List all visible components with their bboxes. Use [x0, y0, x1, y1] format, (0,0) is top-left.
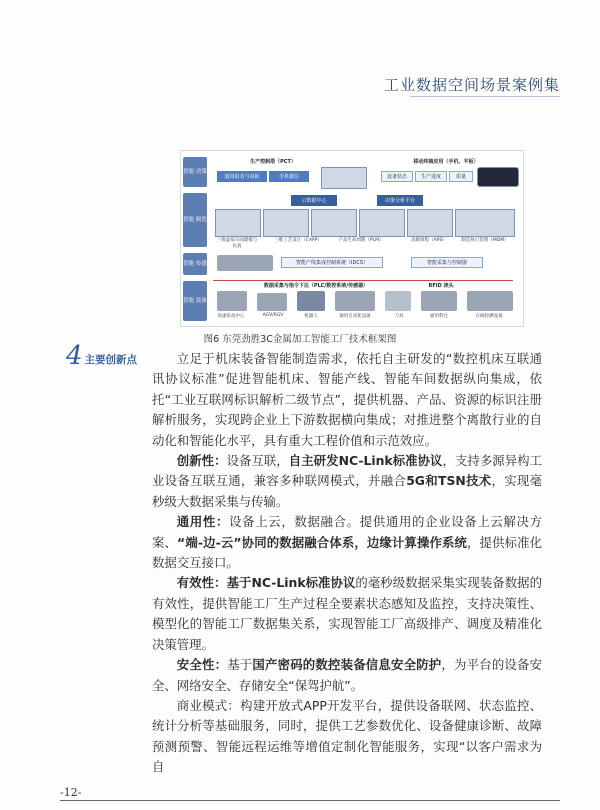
fig-caption: 通用自动化设备 — [339, 314, 371, 319]
capp-thumbnail — [263, 209, 309, 237]
fig-box: 通用报表与看板 — [217, 171, 267, 182]
fig-box: 生产进度 — [415, 171, 447, 182]
emphasis: 自主研发NC-Link标准协议 — [288, 453, 443, 469]
body-text — [152, 349, 542, 778]
fig-caption: 高速钻攻中心 — [217, 314, 245, 319]
dashboard-thumbnail — [321, 167, 367, 189]
paragraph: 立足于机床装备智能制造需求，依托自主研发的“数控机床互联通讯协议标准”促进智能机床、智能产线、智能车间数据纵向集成，依托“工业互联网标识解析二级节点”，提供机器、产品、资源的标识注册解析服务，实现跨企业上下游数据横向集成；对推进整个离散行业的自动化和智能化水平，具有重大工程价值和示范效应。 — [152, 351, 542, 448]
text: ，支持多源异构工业设备互联互通，兼容多种联网模式，并融合 — [152, 453, 542, 489]
term: 安全性： — [176, 657, 228, 673]
emphasis: “端-边-云”协同的数据融合体系，边缘计算操作系统 — [177, 534, 468, 550]
fig-caption: 通用料仓 — [430, 314, 448, 319]
agv-thumbnail — [257, 293, 287, 311]
automation-thumbnail — [335, 291, 375, 311]
text: 的毫秒级数据采集实现装备数据的有效性，提供智能工厂生产过程全要素状态感知及监控，支持决策性、模型化的智能工厂数据集关系，实现智能工厂高级排产、调度及精准化决策管理。 — [152, 575, 542, 652]
inspection-thumbnail — [467, 291, 513, 311]
emphasis: 5G和TSN技术 — [406, 473, 492, 489]
fig-caption: 三维虚拟车间建模与仿真 — [216, 238, 258, 249]
fig-caption: 三维工艺设计（CAPP） — [274, 238, 322, 243]
fig-caption: 在线检测设备 — [475, 314, 503, 319]
aps-thumbnail — [407, 209, 453, 237]
text: 设备上云，数据融合。提供通用的企业设备上云解决方案、 — [152, 514, 543, 550]
header-title: 工业数据空间场景案例集 — [383, 76, 560, 94]
paragraph — [152, 512, 542, 573]
section-number-icon: 4 — [66, 341, 83, 371]
row-tag: 智能 装备 — [183, 281, 207, 321]
figure-caption: 图6 东莞劲胜3C金属加工智能工厂技术框架图 — [203, 334, 397, 345]
term: 通用性： — [176, 514, 230, 530]
chart-thumbnail — [359, 209, 405, 237]
emphasis: 基于NC-Link标准协议 — [226, 575, 356, 591]
emphasis: 国产密码的数控装备信息安全防护 — [252, 657, 442, 673]
fig-box: 决策分析平台 — [377, 195, 423, 206]
fig-box: 云数据中心 — [291, 195, 337, 206]
header-rule — [410, 96, 560, 97]
fig-box: 设备状态 — [381, 171, 413, 182]
paragraph — [152, 573, 542, 655]
figure-row-sensing — [181, 251, 523, 277]
storage-thumbnail — [421, 291, 457, 311]
fig-box: 智能采集与控制器 — [411, 257, 483, 268]
machine-thumbnail — [217, 291, 247, 311]
fig-box: 智能产线集成控制系统（IDCS） — [281, 257, 383, 268]
mom-thumbnail — [455, 209, 515, 237]
row-tag: 智能 制造 — [183, 193, 207, 247]
fig-caption: AGV/RGV — [262, 313, 284, 318]
text: 基于 — [227, 657, 253, 673]
figure-row-equipment — [181, 279, 523, 325]
figure-row-manufacturing — [181, 191, 523, 249]
fig-caption: 高级排程（APS） — [411, 238, 447, 243]
page-number: -12- — [60, 786, 82, 799]
fig-box: 手机微信 — [269, 171, 309, 182]
flow-line — [213, 280, 513, 281]
fig-caption: 刀具 — [394, 314, 404, 319]
fig-caption: 产品生命周期（PLM） — [338, 238, 384, 243]
footer-rule — [60, 800, 560, 801]
row-tag: 智能 传感 — [183, 253, 207, 275]
row-tag: 智能 决策 — [183, 157, 207, 187]
text: ，实现毫秒级大数据采集与传输。 — [152, 473, 543, 509]
term: 有效性： — [176, 575, 227, 591]
paragraph: 商业模式：构建开放式APP开发平台，提供设备联网、状态监控、统计分析等基础服务，同时，提供工艺参数优化、设备健康诊断、故障预测预警、智能远程运维等增值定制化智能服务，实现“以客户需求为自 — [152, 697, 542, 775]
paragraph — [152, 655, 542, 696]
tool-thumbnail — [385, 291, 411, 311]
section-title: 主要创新点 — [84, 353, 138, 366]
text: ，为平台的设备安全、网络安全、存储安全“保驾护航”。 — [152, 657, 543, 693]
robot-thumbnail — [297, 291, 325, 311]
text: ，提供标准化数据交互接口。 — [152, 534, 543, 571]
fig-caption: 制造执行管理（MOM） — [461, 238, 509, 243]
paragraph — [152, 451, 542, 512]
fig-label: 移动终端应用（手机、平板） — [413, 158, 479, 165]
fig-caption: 机器人 — [304, 314, 318, 319]
fig-label: 数据采集与指令下达（PLC/数控系统/传感器） — [263, 283, 369, 289]
controller-thumbnail — [217, 255, 273, 271]
text: 设备互联， — [226, 453, 289, 469]
fig-label: RFID 读头 — [428, 283, 454, 289]
fig-label: 生产控制塔（PCT） — [250, 158, 296, 165]
section-label — [66, 343, 137, 369]
sim-thumbnail — [215, 209, 261, 237]
framework-figure — [180, 150, 524, 327]
term: 创新性： — [176, 453, 227, 469]
plm-thumbnail — [311, 209, 357, 237]
fig-box: 质量 — [449, 171, 473, 182]
figure-row-decision — [181, 155, 523, 189]
tablet-thumbnail — [477, 167, 519, 187]
